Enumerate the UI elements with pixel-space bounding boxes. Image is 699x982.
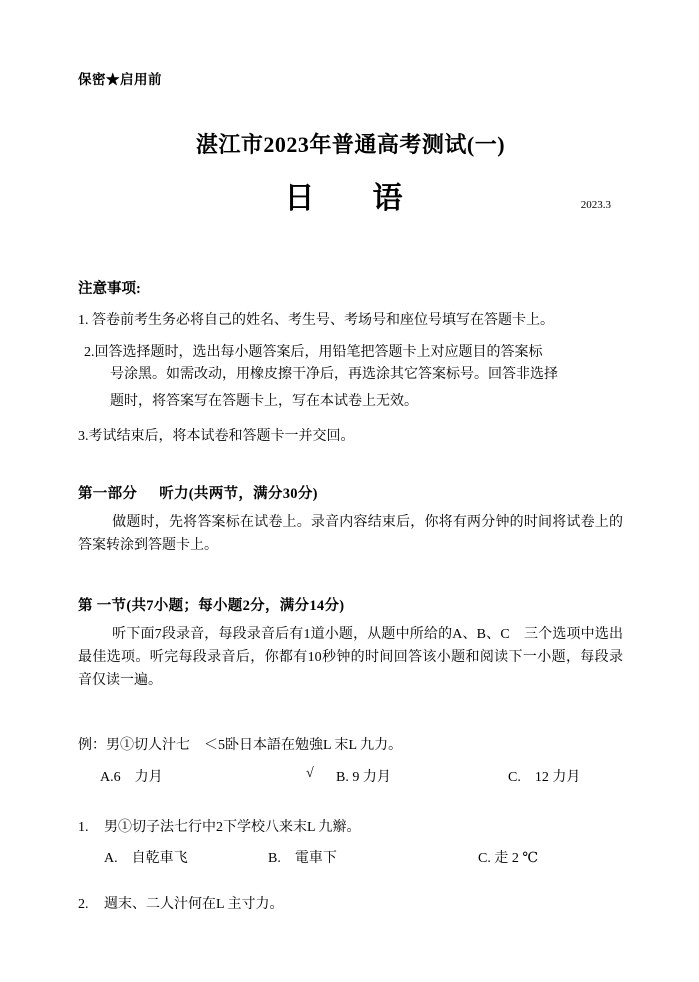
notice-item-line: 号涂黑。如需改动，用橡皮擦干净后，再选涂其它答案标号。回答非选择	[110, 367, 558, 383]
question-1-option-b: B. 電車下	[268, 851, 337, 867]
question-1	[78, 816, 623, 840]
subject-row	[78, 173, 623, 215]
notice-item	[78, 342, 623, 414]
part-one-heading	[78, 482, 623, 503]
secret-label: 保密★启用前	[78, 72, 162, 87]
check-mark-icon: √	[306, 765, 314, 781]
notice-item-line: 2.回答选择题时，选出每小题答案后，用铅笔把答题卡上对应题目的答案标	[84, 344, 543, 360]
notice-item: 1. 答卷前考生务必将自己的姓名、考生号、考场号和座位号填写在答题卡上。	[78, 313, 554, 328]
question-2-number: 2.	[78, 897, 89, 913]
page-content	[78, 0, 623, 917]
section-one-instructions	[78, 623, 623, 692]
question-1-options	[78, 847, 623, 867]
question-2	[78, 893, 623, 917]
section-one-heading: 第 一节(共7小题；每小题2分，满分14分)	[78, 597, 345, 614]
example-option-b: B. 9 力月	[336, 769, 391, 785]
exam-date: 2023.3	[580, 199, 611, 211]
notice-title: 注意事项:	[78, 281, 141, 297]
question-1-stem: 男①切子法七行中2下学校八来末L 九辮。	[104, 819, 361, 835]
question-1-number: 1.	[78, 819, 89, 835]
page-title: 湛江市2023年普通高考测试(一)	[195, 132, 506, 157]
example-options	[78, 766, 623, 786]
part-one-instructions-text: 做题时，先将答案标在试卷上。录音内容结束后，你将有两分钟的时间将试卷上的答案转涂到答题卡上。	[78, 515, 623, 554]
part-one-sublabel: 听力(共两节，满分30分)	[159, 486, 318, 503]
notice-item-line: 题时，将答案写在答题卡上，写在本试卷上无效。	[110, 394, 418, 410]
example-option-a: A.6 力月	[100, 769, 163, 785]
subject-name: 日 语	[284, 182, 417, 215]
part-one-instructions	[78, 511, 623, 557]
example-question-stem: 例：男①切人汁七 ＜5卧日本語在勉強L 末L 九力。	[78, 737, 403, 753]
question-2-stem: 週末、二人汁何在L 主寸力。	[104, 897, 284, 913]
section-one-instructions-text: 听下面7段录音，每段录音后有1道小题，从题中所给的A、B、C 三个选项中选出最佳选项。听完每段录音后，你都有10秒钟的时间回答该小题和阅读下一小题，每段录音仅读一遍。	[78, 626, 623, 688]
example-option-c: C. 12 力月	[508, 769, 581, 785]
question-1-option-a: A. 自乾車飞	[104, 851, 188, 867]
part-one-label: 第一部分	[78, 486, 138, 503]
notice-item: 3.考试结束后，将本试卷和答题卡一并交回。	[78, 428, 355, 444]
question-1-option-c: C. 走 2 ℃	[478, 851, 538, 867]
